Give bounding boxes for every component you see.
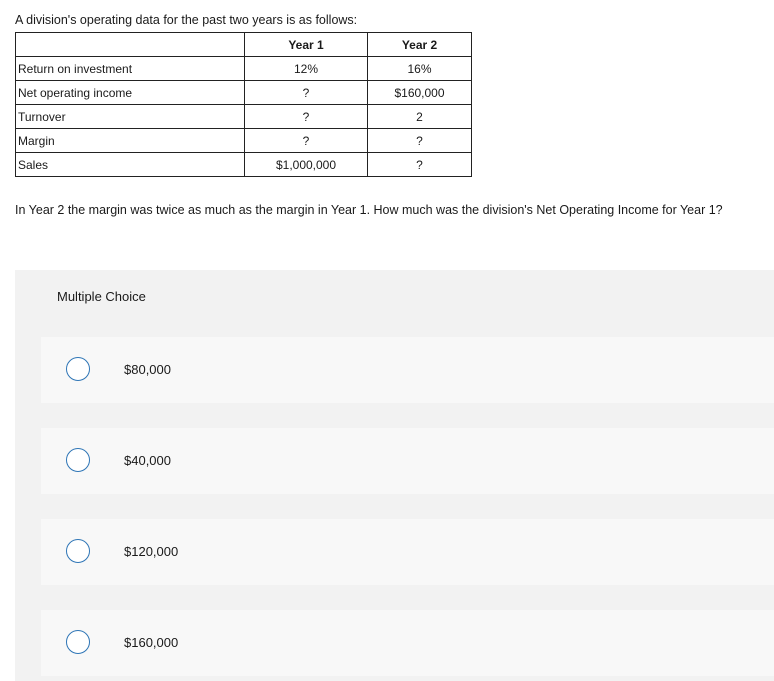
table-row [16,105,472,129]
multiple-choice-title: Multiple Choice [57,289,146,304]
year1-value: ? [245,129,368,153]
year1-value: 12% [245,57,368,81]
answer-option-label: $40,000 [124,453,171,468]
year1-value: ? [245,105,368,129]
intro-text: A division's operating data for the past two years is as follows: [15,13,358,27]
question-text: In Year 2 the margin was twice as much as the margin in Year 1. How much was the division's Net Operating Income for Year 1? [15,203,723,217]
table-row [16,153,472,177]
radio-button-icon[interactable] [66,357,90,381]
year1-value: $1,000,000 [245,153,368,177]
table-header-year2: Year 2 [368,33,472,57]
row-label: Net operating income [16,81,245,105]
answer-option-1[interactable] [41,337,774,403]
answer-option-4[interactable] [41,610,774,676]
answer-option-2[interactable] [41,428,774,494]
year1-value: ? [245,81,368,105]
table-row [16,57,472,81]
row-label: Return on investment [16,57,245,81]
answer-option-label: $80,000 [124,362,171,377]
table-row [16,129,472,153]
radio-button-icon[interactable] [66,539,90,563]
radio-button-icon[interactable] [66,448,90,472]
table-header-blank [16,33,245,57]
table-header-year1: Year 1 [245,33,368,57]
row-label: Turnover [16,105,245,129]
row-label: Margin [16,129,245,153]
radio-button-icon[interactable] [66,630,90,654]
answer-option-3[interactable] [41,519,774,585]
year2-value: ? [368,153,472,177]
table-header-row [16,33,472,57]
year2-value: 16% [368,57,472,81]
table-row [16,81,472,105]
year2-value: ? [368,129,472,153]
multiple-choice-panel [15,270,774,681]
operating-data-table [15,32,472,177]
answer-option-label: $120,000 [124,544,179,559]
answer-option-label: $160,000 [124,635,179,650]
year2-value: 2 [368,105,472,129]
year2-value: $160,000 [368,81,472,105]
row-label: Sales [16,153,245,177]
